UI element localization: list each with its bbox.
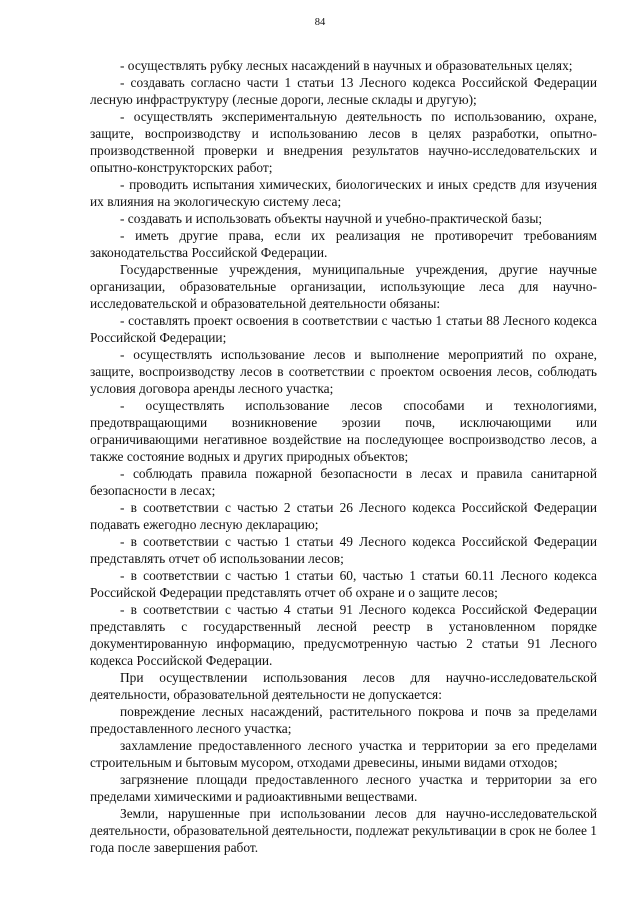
paragraph: - составлять проект освоения в соответствии с частью 1 статьи 88 Лесного кодекса Российской Федерации; <box>90 313 597 345</box>
paragraph: - в соответствии с частью 1 статьи 60, частью 1 статьи 60.11 Лесного кодекса Российской Федерации представлять отчет об охране и о защите лесов; <box>90 568 597 600</box>
paragraph: - осуществлять рубку лесных насаждений в научных и образовательных целях; <box>120 58 573 73</box>
page-number: 84 <box>314 17 326 28</box>
paragraph: При осуществлении использования лесов для научно-исследовательской деятельности, образовательной деятельности не допускается: <box>90 670 597 702</box>
paragraph: - осуществлять использование лесов и выполнение мероприятий по охране, защите, воспроизводству лесов в соответствии с проектом освоения лесов, соблюдать условия договора аренды лесного участка; <box>90 347 597 396</box>
paragraph: - в соответствии с частью 2 статьи 26 Лесного кодекса Российской Федерации подавать ежегодно лесную декларацию; <box>90 500 597 532</box>
paragraph: - проводить испытания химических, биологических и иных средств для изучения их влияния на экологическую систему леса; <box>90 177 597 209</box>
paragraph: повреждение лесных насаждений, растительного покрова и почв за пределами предоставленного лесного участка; <box>90 704 597 736</box>
paragraph: - в соответствии с частью 1 статьи 49 Лесного кодекса Российской Федерации представлять отчет об использовании лесов; <box>90 534 597 566</box>
paragraph: Земли, нарушенные при использовании лесов для научно-исследовательской деятельности, образовательной деятельности, подлежат рекультивации в срок не более 1 года после завершения работ. <box>90 806 597 855</box>
paragraph: Государственные учреждения, муниципальные учреждения, другие научные организации, образовательные организации, использующие леса для научно-исследовательской и образовательной деятельности обязаны: <box>90 262 597 311</box>
paragraph: - создавать согласно части 1 статьи 13 Лесного кодекса Российской Федерации лесную инфраструктуру (лесные дороги, лесные склады и другую); <box>90 75 597 107</box>
paragraph: - соблюдать правила пожарной безопасности в лесах и правила санитарной безопасности в лесах; <box>90 466 597 498</box>
paragraph: - создавать и использовать объекты научной и учебно-практической базы; <box>120 211 543 226</box>
paragraph: - иметь другие права, если их реализация не противоречит требованиям законодательства Российской Федерации. <box>90 228 597 260</box>
paragraph: загрязнение площади предоставленного лесного участка и территории за его пределами химическими и радиоактивными веществами. <box>90 772 597 804</box>
paragraph: - в соответствии с частью 4 статьи 91 Лесного кодекса Российской Федерации представлять с государственный лесной реестр в установленном порядке документированную информацию, предусмотренную частью 2 статьи 91 Лесного кодекса Российской Федерации. <box>90 602 597 668</box>
paragraph: - осуществлять экспериментальную деятельность по использованию, охране, защите, воспроизводству и использованию лесов в целях разработки, опытно-производственной проверки и внедрения результатов научно-исследовательских и опытно-конструкторских работ; <box>90 109 597 175</box>
paragraph: захламление предоставленного лесного участка и территории за его пределами строительным и бытовым мусором, отходами древесины, иными видами отходов; <box>90 738 597 770</box>
document-body <box>90 57 597 856</box>
paragraph: - осуществлять использование лесов способами и технологиями, предотвращающими возникновение эрозии почв, исключающими или ограничивающими негативное воздействие на последующее воспроизводство лесов, а также состояние водных и других природных объектов; <box>90 398 597 464</box>
